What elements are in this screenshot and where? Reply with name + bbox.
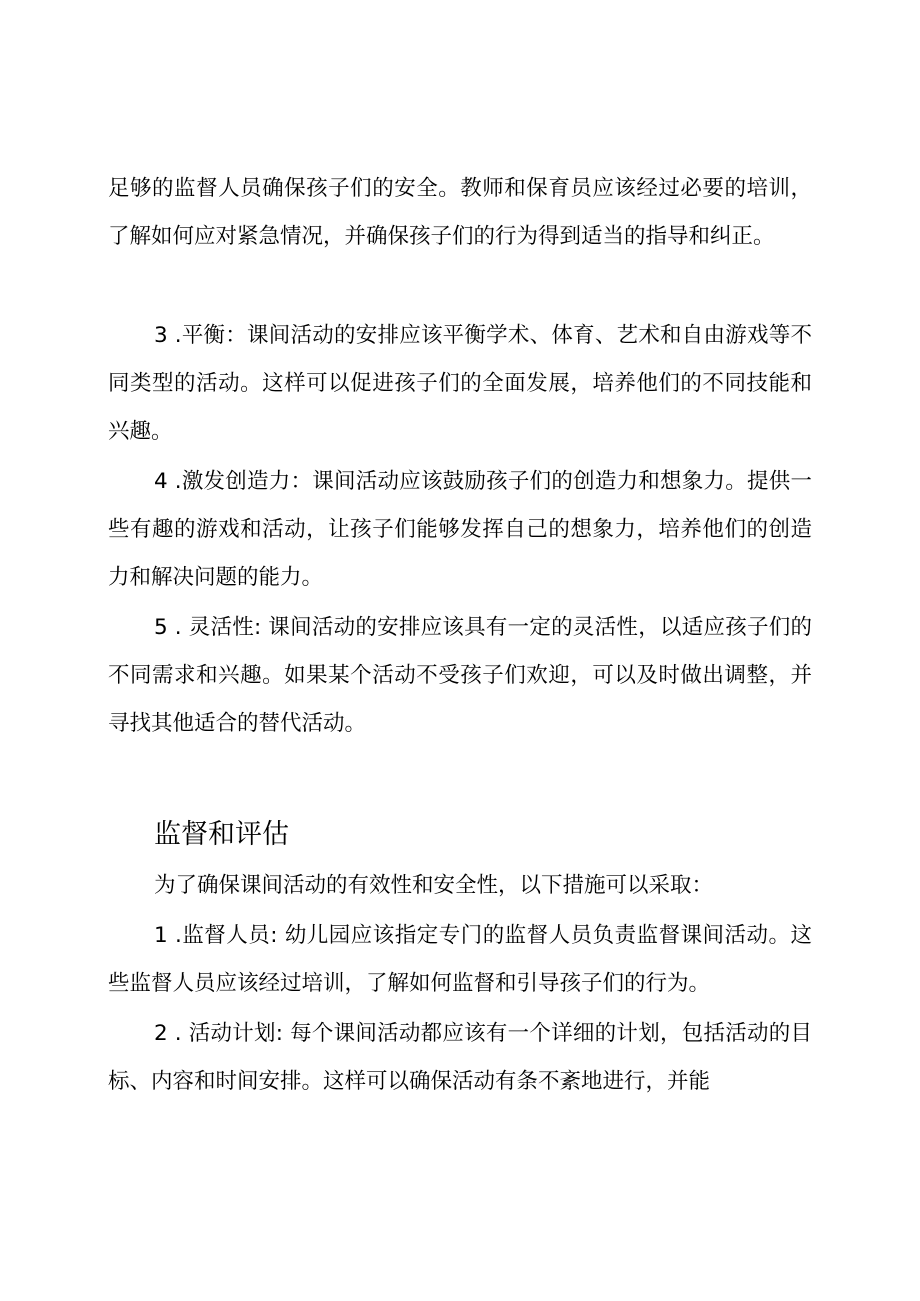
section-intro: 为了确保课间活动的有效性和安全性，以下措施可以采取：	[154, 873, 714, 898]
paragraph-continuation: 足够的监督人员确保孩子们的安全。教师和保育员应该经过必要的培训，了解如何应对紧急情况，并确保孩子们的行为得到适当的指导和纠正。	[108, 176, 812, 249]
section-item-1: 1 .监督人员: 幼儿园应该指定专门的监督人员负责监督课间活动。这些监督人员应该经过培训，了解如何监督和引导孩子们的行为。	[108, 923, 812, 996]
paragraph-item-3: 3 .平衡：课间活动的安排应该平衡学术、体育、艺术和自由游戏等不同类型的活动。这样可以促进孩子们的全面发展，培养他们的不同技能和兴趣。	[108, 323, 812, 444]
paragraph-item-4: 4 .激发创造力：课间活动应该鼓励孩子们的创造力和想象力。提供一些有趣的游戏和活动，让孩子们能够发挥自己的想象力，培养他们的创造力和解决问题的能力。	[108, 469, 812, 590]
paragraph-item-5: 5 . 灵活性: 课间活动的安排应该具有一定的灵活性，以适应孩子们的不同需求和兴趣。如果某个活动不受孩子们欢迎，可以及时做出调整，并寻找其他适合的替代活动。	[108, 615, 812, 736]
section-heading: 监督和评估	[154, 819, 289, 850]
section-item-2: 2 . 活动计划: 每个课间活动都应该有一个详细的计划，包括活动的目标、内容和时间安排。这样可以确保活动有条不紊地进行，并能	[108, 1021, 812, 1094]
